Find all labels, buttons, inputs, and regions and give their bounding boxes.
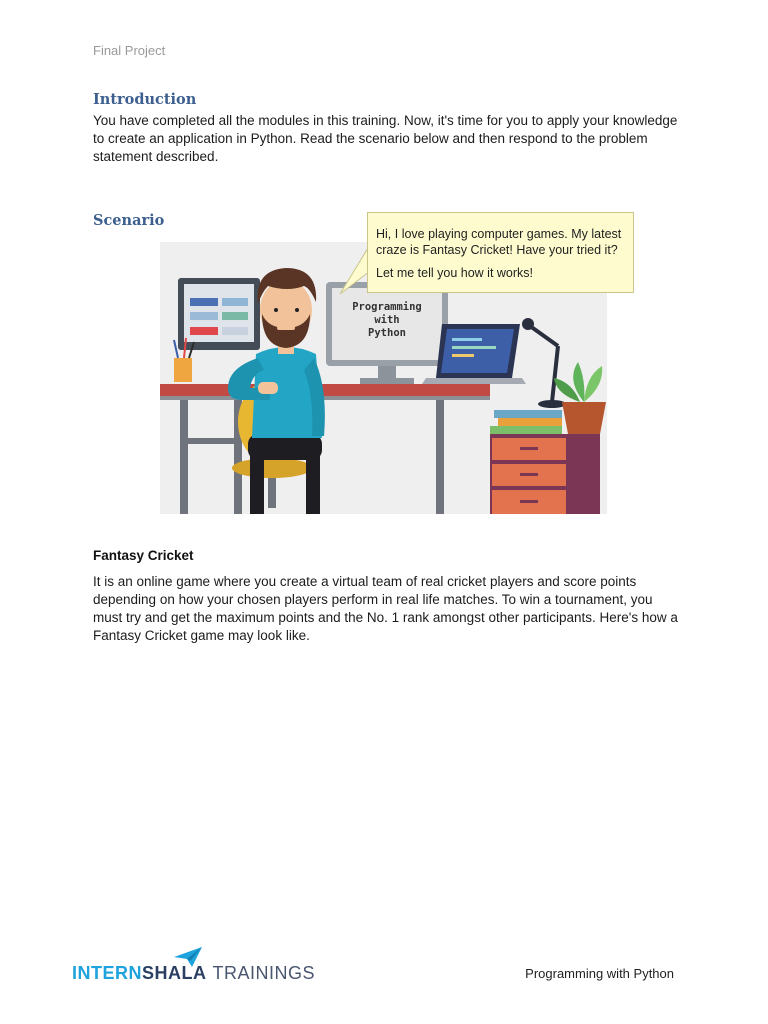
internshala-logo — [72, 947, 316, 987]
introduction-heading: Introduction — [93, 91, 197, 108]
introduction-text: You have completed all the modules in this training. Now, it's time for you to apply your knowledge to create an application in Python. Read the scenario below and then respond to the problem statement described. — [93, 113, 678, 164]
logo-wordmark — [72, 963, 315, 984]
speech-bubble-line-2: Let me tell you how it works! — [376, 266, 534, 280]
logo-part-trainings: TRAININGS — [212, 963, 316, 983]
logo-part-intern: INTERN — [72, 963, 142, 983]
monitor-line-3: Python — [368, 327, 406, 339]
footer-course-title: Programming with Python — [525, 966, 674, 981]
fantasy-cricket-heading: Fantasy Cricket — [93, 548, 194, 563]
monitor-line-1: Programming — [352, 301, 422, 313]
running-header: Final Project — [93, 43, 166, 58]
scenario-heading: Scenario — [93, 212, 165, 229]
speech-bubble — [367, 212, 634, 293]
fantasy-cricket-text: It is an online game where you create a virtual team of real cricket players and score points depending on how your chosen players perform in real life matches. To win a tournament, you must try and get the maximum points and the No. 1 rank amongst other participants. Here's how a Fantasy Cricket game may look like. — [93, 574, 678, 643]
speech-bubble-line-1: Hi, I love playing computer games. My latest craze is Fantasy Cricket! Have your tried it? — [376, 227, 622, 257]
logo-part-shala: SHALA — [142, 963, 207, 983]
monitor-line-2: with — [374, 314, 400, 326]
